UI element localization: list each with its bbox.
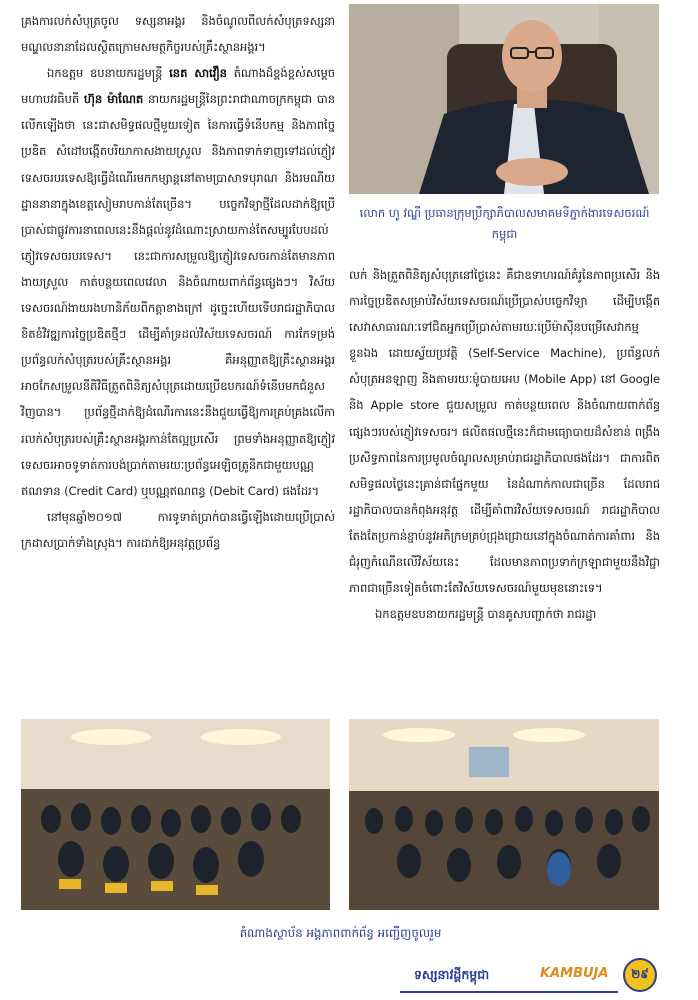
portrait-photo (349, 4, 659, 194)
left-paragraph-3: នៅមុនឆ្នាំ២០១៧ ការទូទាត់ប្រាក់បានធ្វើឡើងដោយប្រើប្រាស់ក្រដាសប្រាក់ទាំងស្រុង។ ការដាក់ឱ្យអនុវត្តប្រព័ន្ធ (21, 509, 335, 550)
event-caption: តំណាងស្ថាប័ន អង្គភាពពាក់ព័ន្ធ អញ្ជើញចូលរួម (239, 926, 442, 940)
portrait-caption: លោក ហូ វណ្ឌី ប្រធានក្រុមប្រឹក្សាភិបាលសមាគមទីភ្នាក់ងារទេសចរណ៍កម្ពុជា (359, 206, 650, 241)
left-paragraph-1: គ្រងការលក់សំបុត្រចូល ទស្សនាអង្គរ និងចំណូលពីលក់សំបុត្រទស្សនាមណ្ឌលនានាដែលស្ថិតក្រោមសមត្ថកិច្ចរបស់គ្រឹះស្ថានអង្គរ។ (21, 14, 335, 55)
p2-mid: តំណាងដ៏ខ្ពង់ខ្ពស់សម្តេចមហាបវរធិបតី (21, 66, 335, 107)
right-column (349, 262, 660, 627)
event-photo-left (21, 719, 330, 910)
page-number-badge (623, 958, 657, 992)
footer-rule (400, 991, 618, 993)
page-number: ២៩ (631, 967, 649, 981)
p2-rest: នាយករដ្ឋមន្ត្រីនៃព្រះរាជាណាចក្រកម្ពុជា បានលើកឡើងថា នេះជាសមិទ្ធផលថ្មីមួយទៀត នៃការធ្វើទំនើបកម្ម និងភាពច្នៃប្រឌិត សំដៅបង្កើតបរិយាកាសងាយស្រួល និងភាពទាក់ទាញទៅដល់ភ្ញៀវទេសចរបរទេសឱ្យធ្វើដំណើរមកកម្សាន្តនៅតាមប្រាសាទបុរាណ និងរមណីយដ្ឋាននានាក្នុងខេត្តសៀមរាបកាន់តែច្រើន។ បច្ចេកវិទ្យាថ្មីដែលដាក់ឱ្យប្រើប្រាស់ជាផ្លូវការនាពេលនេះនឹងផ្តល់នូវដំណោះស្រាយកាន់តែសម្បូរបែបដល់ភ្ញៀវទេសចរបរទេស។ នេះជាការសម្រួលឱ្យភ្ញៀវទេសចរកាន់តែមានភាពងាយស្រួល កាត់បន្ថយពេលវេលា និងចំណាយពាក់ព័ន្ធផ្សេងៗ។ វិស័យទេសចរណ៍ងាយរងហានិភ័យពីកត្តាខាងក្រៅ ដូច្នេះហើយទើបរាជរដ្ឋាភិបាលខិតខំវិវឌ្ឍការច្នៃប្រឌិតថ្មីៗ ដើម្បីគាំទ្រដល់វិស័យទេសចរណ៍ ការកែទម្រង់ប្រព័ន្ធលក់សំបុត្ររបស់គ្រឹះស្ថានអង្គរ គឺអនុញ្ញាតឱ្យគ្រឹះស្ថានអង្គរអាចកែសម្រួលនីតិវិធីត្រួតពិនិត្យសំបុត្រដោយប្រើឧបករណ៍ទំនើបមកជំនួសវិញបាន។ ប្រព័ន្ធថ្មីដាក់ឱ្យដំណើរការនេះនឹងជួយធ្វើឱ្យការគ្រប់គ្រងលើការលក់សំបុត្ររបស់គ្រឹះស្ថានអង្គរកាន់តែល្អប្រសើរ ព្រមទាំងអនុញ្ញាតឱ្យភ្ញៀវទេសចរអាចទូទាត់ការបង់ប្រាក់តាមរយៈប្រព័ន្ធអេឡិចត្រូនិកជាមួយបណ្ណឥណទាន (Credit Card) ឬបណ្ណឥណពន្ធ (Debit Card) ផងដែរ។ (21, 92, 335, 498)
left-paragraph-2 (21, 60, 335, 504)
right-paragraph-1: លក់ និងត្រួតពិនិត្យសំបុត្រនៅថ្ងៃនេះ គឺជាឧទាហរណ៍គំរូនៃភាពប្រសើរ និងការច្នៃប្រឌិតសម្រាប់វិស័យទេសចរណ៍ប្រើប្រាស់បច្ចេកវិទ្យា ដើម្បីបង្កើតសេវាសាធារណៈទៅជិតអ្នកប្រើប្រាស់តាមរយៈប្រើម៉ាស៊ីនបម្រើសេវាកម្មខ្លួនឯង ដោយស្វ័យប្រវត្តិ (Self-Service Machine), ប្រព័ន្ធលក់សំបុត្រអនឡាញ និងតាមរយៈម៉ូបាយអេប (Mobile App) នៅ Google និង Apple store ជួយសម្រួល កាត់បន្ថយពេល និងចំណាយពាក់ព័ន្ធផ្សេងៗរបស់ភ្ញៀវទេសចរ។ ផលិតផលថ្មីនេះក៏ជាមធ្យោបាយដ៏សំខាន់ ពង្រឹងប្រសិទ្ធភាពនៃការប្រមូលចំណូលសម្រាប់រាជរដ្ឋាភិបាលផងដែរ។ ជាការពិត សមិទ្ធផលថ្ងៃនេះគ្រាន់ជាផ្នែកមួយ នៃដំណាក់កាលជាច្រើន ដែលរាជរដ្ឋាភិបាលបានកំពុងអនុវត្ត ដើម្បីគាំពារវិស័យទេសចរណ៍ រាជរដ្ឋាភិបាលតែងតែប្រកាន់ខ្ជាប់នូវអភិក្រមគ្រប់ជ្រុងជ្រោយនៅក្នុងចំណាត់ការគាំពារ និងជំរុញកំណើនលើវិស័យនេះ ដែលមានភាពប្រទាក់ក្រឡាជាមួយនឹងវិជ្ជាភាពជាច្រើនទៀតចំពោះតែវិស័យទេសចរណ៍មួយមុខនោះទេ។ (349, 268, 660, 596)
brand-name: KAMBUJA (540, 966, 609, 981)
page-footer (400, 958, 660, 994)
portrait-image (349, 4, 659, 194)
right-paragraph-2: ឯកឧត្តមឧបនាយករដ្ឋមន្ត្រី បានគូសបញ្ជាក់ថា រាជរដ្ឋា (375, 607, 597, 622)
magazine-name: ទស្សនាវដ្តីកម្ពុជា (414, 967, 490, 982)
p2-start: ឯកឧត្តម ឧបនាយករដ្ឋមន្ត្រី (47, 66, 170, 81)
event-image-right (349, 719, 659, 910)
name-hun-manet: ហ៊ុន ម៉ាណែត (83, 92, 144, 107)
event-image-left (21, 719, 330, 910)
name-net-savoeun: នេត សាវឿន (169, 66, 227, 81)
event-photo-right (349, 719, 659, 910)
left-column (21, 8, 335, 556)
